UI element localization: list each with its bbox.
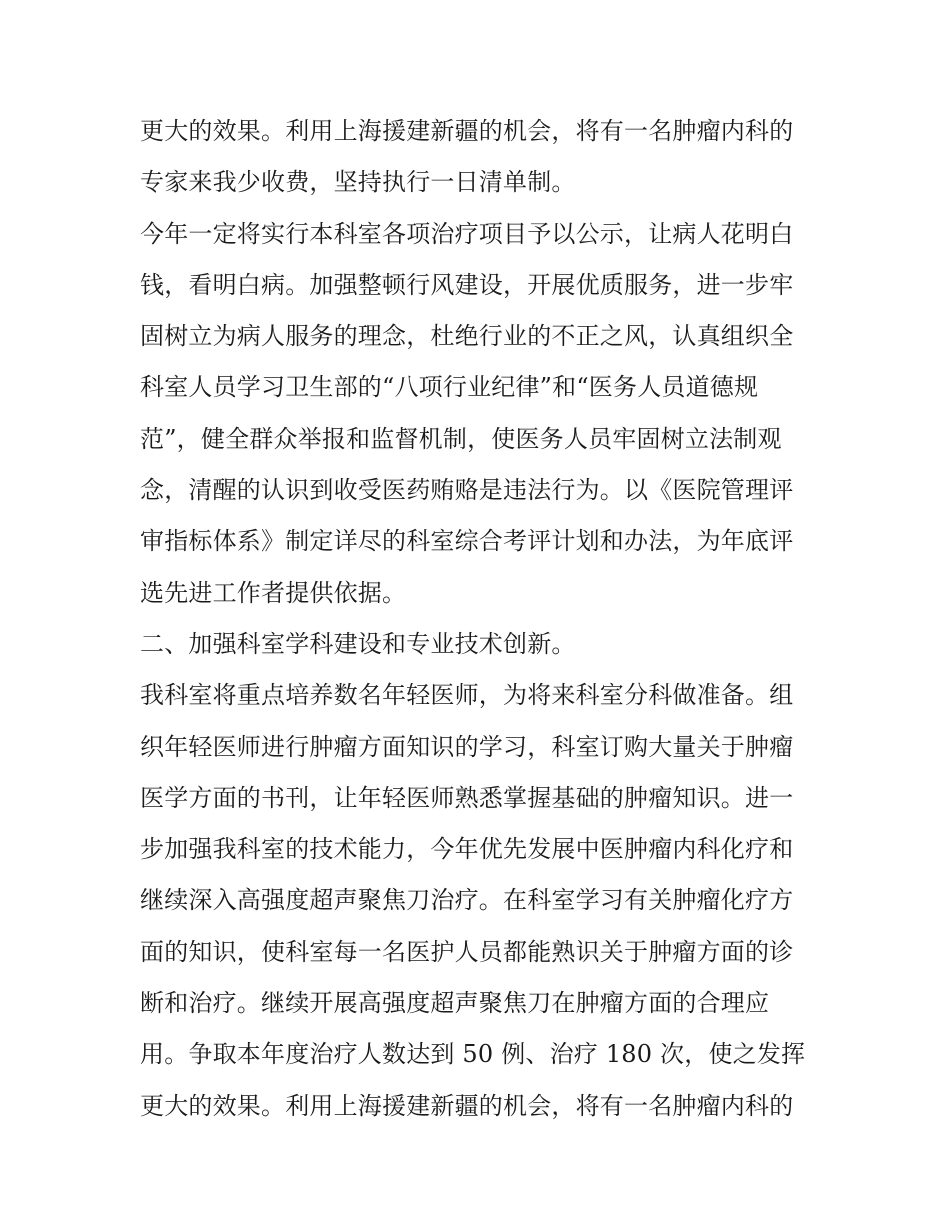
text-line: 范”，健全群众举报和监督机制，使医务人员牢固树立法制观 — [140, 424, 782, 453]
text-line: 用。争取本年度治疗人数达到 50 例、治疗 180 次，使之发挥 — [140, 1040, 806, 1069]
text-line: 今年一定将实行本科室各项治疗项目予以公示，让病人花明白 — [140, 219, 794, 248]
text-line: 步加强我科室的技术能力，今年优先发展中医肿瘤内科化疗和 — [140, 835, 794, 864]
text-line: 专家来我少收费，坚持执行一日清单制。 — [140, 168, 576, 197]
text-line: 念，清醒的认识到收受医药贿赂是违法行为。以《医院管理评 — [140, 476, 794, 505]
text-line: 钱，看明白病。加强整顿行风建设，开展优质服务，进一步牢 — [140, 270, 794, 299]
body-text — [140, 106, 830, 1132]
text-line: 断和治疗。继续开展高强度超声聚焦刀在肿瘤方面的合理应 — [140, 989, 770, 1018]
text-line: 审指标体系》制定详尽的科室综合考评计划和办法，为年底评 — [140, 527, 794, 556]
text-line: 面的知识，使科室每一名医护人员都能熟识关于肿瘤方面的诊 — [140, 937, 794, 966]
text-line: 更大的效果。利用上海援建新疆的机会，将有一名肿瘤内科的 — [140, 117, 794, 145]
text-line: 选先进工作者提供依据。 — [140, 578, 407, 607]
text-line: 织年轻医师进行肿瘤方面知识的学习，科室订购大量关于肿瘤 — [140, 732, 794, 761]
text-line: 固树立为病人服务的理念，杜绝行业的不正之风，认真组织全 — [140, 322, 794, 351]
text-line: 继续深入高强度超声聚焦刀治疗。在科室学习有关肿瘤化疗方 — [140, 886, 794, 915]
text-line: 科室人员学习卫生部的“八项行业纪律”和“医务人员道德规 — [140, 373, 759, 402]
section-heading: 二、加强科室学科建设和专业技术创新。 — [140, 629, 576, 658]
text-line: 我科室将重点培养数名年轻医师，为将来科室分科做准备。组 — [140, 681, 794, 710]
text-line: 医学方面的书刊，让年轻医师熟悉掌握基础的肿瘤知识。进一 — [140, 783, 794, 812]
text-line: 更大的效果。利用上海援建新疆的机会，将有一名肿瘤内科的 — [140, 1091, 794, 1120]
